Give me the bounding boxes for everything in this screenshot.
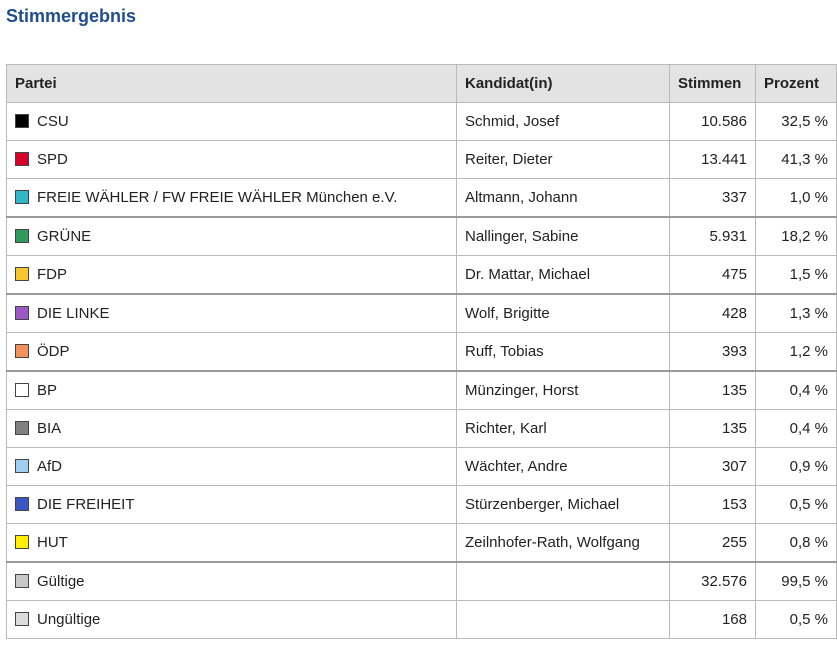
percent-cell: 0,4 % (756, 410, 837, 448)
party-name: AfD (37, 458, 63, 475)
votes-cell: 393 (670, 333, 756, 372)
header-candidate: Kandidat(in) (457, 65, 670, 103)
party-name: Gültige (37, 573, 85, 590)
party-color-swatch (15, 535, 29, 549)
party-cell (7, 524, 457, 563)
party-color-swatch (15, 229, 29, 243)
votes-cell: 5.931 (670, 217, 756, 256)
table-row (7, 103, 837, 141)
table-row (7, 256, 837, 295)
party-color-swatch (15, 574, 29, 588)
percent-cell: 0,5 % (756, 601, 837, 639)
party-name: FREIE WÄHLER / FW FREIE WÄHLER München e.V. (37, 189, 398, 206)
party-name: HUT (37, 534, 68, 551)
percent-cell: 1,0 % (756, 179, 837, 218)
table-row (7, 179, 837, 218)
table-row (7, 217, 837, 256)
party-cell (7, 486, 457, 524)
header-percent: Prozent (756, 65, 837, 103)
party-color-swatch (15, 459, 29, 473)
votes-cell: 32.576 (670, 562, 756, 601)
candidate-cell (457, 562, 670, 601)
party-cell (7, 601, 457, 639)
party-cell (7, 103, 457, 141)
percent-cell: 0,5 % (756, 486, 837, 524)
percent-cell: 1,3 % (756, 294, 837, 333)
party-cell (7, 410, 457, 448)
party-name: CSU (37, 113, 69, 130)
percent-cell: 32,5 % (756, 103, 837, 141)
percent-cell: 41,3 % (756, 141, 837, 179)
party-name: BP (37, 382, 58, 399)
party-name: SPD (37, 151, 68, 168)
party-name: DIE LINKE (37, 305, 110, 322)
party-cell (7, 256, 457, 295)
party-cell (7, 294, 457, 333)
page-title: Stimmergebnis (6, 6, 137, 26)
party-cell (7, 448, 457, 486)
table-row (7, 141, 837, 179)
party-color-swatch (15, 306, 29, 320)
party-color-swatch (15, 267, 29, 281)
party-color-swatch (15, 383, 29, 397)
party-name: FDP (37, 266, 67, 283)
votes-cell: 153 (670, 486, 756, 524)
party-name: Ungültige (37, 611, 101, 628)
results-table (6, 64, 837, 639)
percent-cell: 0,9 % (756, 448, 837, 486)
percent-cell: 1,2 % (756, 333, 837, 372)
party-color-swatch (15, 344, 29, 358)
party-cell (7, 179, 457, 218)
table-row (7, 410, 837, 448)
table-row (7, 294, 837, 333)
candidate-cell: Nallinger, Sabine (457, 217, 670, 256)
table-row (7, 333, 837, 372)
party-cell (7, 333, 457, 372)
party-name: DIE FREIHEIT (37, 496, 135, 513)
party-color-swatch (15, 497, 29, 511)
votes-cell: 428 (670, 294, 756, 333)
header-row (7, 65, 837, 103)
candidate-cell: Ruff, Tobias (457, 333, 670, 372)
party-name: ÖDP (37, 343, 70, 360)
candidate-cell (457, 601, 670, 639)
votes-cell: 10.586 (670, 103, 756, 141)
party-color-swatch (15, 114, 29, 128)
votes-cell: 337 (670, 179, 756, 218)
party-name: GRÜNE (37, 228, 92, 245)
candidate-cell: Richter, Karl (457, 410, 670, 448)
party-color-swatch (15, 612, 29, 626)
header-party: Partei (7, 65, 457, 103)
candidate-cell: Dr. Mattar, Michael (457, 256, 670, 295)
votes-cell: 135 (670, 371, 756, 410)
votes-cell: 255 (670, 524, 756, 563)
candidate-cell: Münzinger, Horst (457, 371, 670, 410)
table-row (7, 371, 837, 410)
party-name: BIA (37, 420, 62, 437)
percent-cell: 0,4 % (756, 371, 837, 410)
votes-cell: 475 (670, 256, 756, 295)
party-color-swatch (15, 152, 29, 166)
votes-cell: 135 (670, 410, 756, 448)
candidate-cell: Reiter, Dieter (457, 141, 670, 179)
percent-cell: 99,5 % (756, 562, 837, 601)
party-color-swatch (15, 190, 29, 204)
header-votes: Stimmen (670, 65, 756, 103)
candidate-cell: Stürzenberger, Michael (457, 486, 670, 524)
party-cell (7, 562, 457, 601)
party-cell (7, 217, 457, 256)
percent-cell: 1,5 % (756, 256, 837, 295)
votes-cell: 168 (670, 601, 756, 639)
candidate-cell: Zeilnhofer-Rath, Wolfgang (457, 524, 670, 563)
votes-cell: 13.441 (670, 141, 756, 179)
candidate-cell: Altmann, Johann (457, 179, 670, 218)
table-row (7, 601, 837, 639)
percent-cell: 0,8 % (756, 524, 837, 563)
votes-cell: 307 (670, 448, 756, 486)
party-cell (7, 371, 457, 410)
table-row (7, 486, 837, 524)
party-color-swatch (15, 421, 29, 435)
table-row (7, 524, 837, 563)
candidate-cell: Schmid, Josef (457, 103, 670, 141)
candidate-cell: Wolf, Brigitte (457, 294, 670, 333)
percent-cell: 18,2 % (756, 217, 837, 256)
candidate-cell: Wächter, Andre (457, 448, 670, 486)
party-cell (7, 141, 457, 179)
table-row (7, 562, 837, 601)
table-row (7, 448, 837, 486)
